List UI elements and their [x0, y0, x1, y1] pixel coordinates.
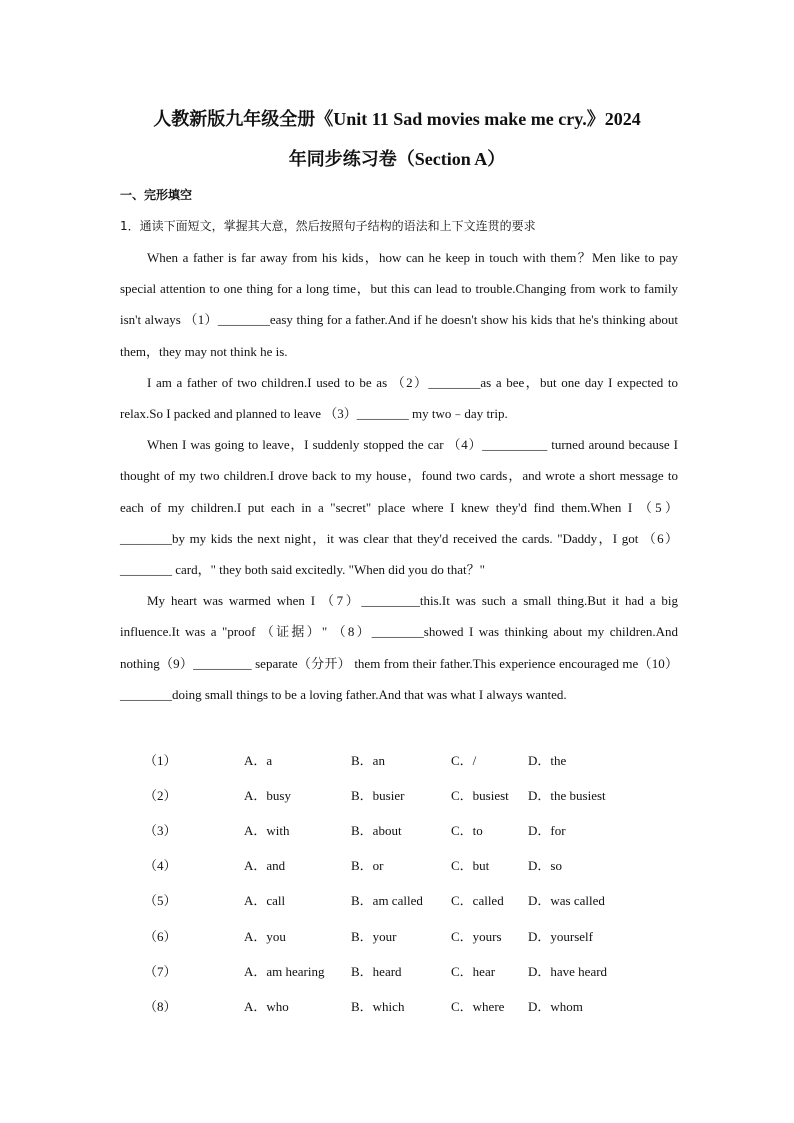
- option-d: D．was called: [528, 893, 605, 908]
- option-row: [0, 820, 794, 840]
- option-row: [0, 855, 794, 875]
- passage-paragraph: I am a father of two children.I used to be as （2）________as a bee，but one day I expected to relax.So I packed and planned to leave （3）________ my two﹣day trip.: [120, 374, 678, 422]
- option-number: （1）: [144, 753, 177, 768]
- option-d: D．whom: [528, 999, 583, 1014]
- document-title-line-1: 人教新版九年级全册《Unit 11 Sad movies make me cry.》2024: [153, 109, 641, 129]
- option-a: A．and: [244, 858, 286, 873]
- option-d: D．for: [528, 823, 566, 838]
- option-a: A．am hearing: [244, 964, 325, 979]
- option-number: （6）: [144, 929, 177, 944]
- option-number: （4）: [144, 858, 177, 873]
- document-title-line-2: 年同步练习卷（Section A）: [288, 149, 506, 169]
- passage-paragraph: When a father is far away from his kids，how can he keep in touch with them？Men like to pay special attention to one thing for a long time，but this can lead to trouble.Changing from work to family isn't always （1）________easy thing for a father.And if he doesn't show his kids that he's thinking about them，they may not think he is.: [120, 250, 678, 359]
- section-heading: 一、完形填空: [120, 188, 193, 202]
- option-b: B．about: [351, 823, 402, 838]
- option-d: D．yourself: [528, 929, 593, 944]
- option-number: （7）: [144, 964, 177, 979]
- cloze-passage: [120, 242, 678, 710]
- option-a: A．who: [244, 999, 289, 1014]
- option-d: D．the busiest: [528, 788, 606, 803]
- option-c: C．yours: [451, 929, 502, 944]
- option-b: B．or: [351, 858, 384, 873]
- option-number: （5）: [144, 893, 177, 908]
- option-number: （8）: [144, 999, 177, 1014]
- question-instruction-text: 通读下面短文，掌握其大意，然后按照句子结构的语法和上下文连贯的要求: [139, 219, 536, 233]
- option-d: D．so: [528, 858, 562, 873]
- option-c: C．to: [451, 823, 483, 838]
- option-a: A．call: [244, 893, 286, 908]
- option-d: D．the: [528, 753, 567, 768]
- option-row: [0, 890, 794, 910]
- option-c: C．but: [451, 858, 490, 873]
- option-b: B．heard: [351, 964, 402, 979]
- option-b: B．am called: [351, 893, 423, 908]
- option-row: [0, 750, 794, 770]
- option-a: A．busy: [244, 788, 291, 803]
- option-c: C．busiest: [451, 788, 509, 803]
- option-b: B．busier: [351, 788, 405, 803]
- question-instruction: [120, 217, 680, 234]
- option-c: C．called: [451, 893, 504, 908]
- option-c: C．/: [451, 753, 477, 768]
- question-number: 1．: [120, 219, 140, 233]
- option-row: [0, 961, 794, 981]
- option-b: B．your: [351, 929, 397, 944]
- option-a: A．you: [244, 929, 286, 944]
- option-row: [0, 785, 794, 805]
- option-row: [0, 926, 794, 946]
- option-b: B．which: [351, 999, 405, 1014]
- option-a: A．with: [244, 823, 290, 838]
- option-d: D．have heard: [528, 964, 608, 979]
- option-c: C．where: [451, 999, 505, 1014]
- option-b: B．an: [351, 753, 385, 768]
- passage-paragraph: My heart was warmed when I （7）_________this.It was such a small thing.But it had a big influence.It was a "proof （证据）" （8）________showed I was thinking about my children.And nothing（9）_________ separate（分开） them from their father.This experience encouraged me（10）________doing small things to be a loving father.And that was what I always wanted.: [120, 593, 678, 702]
- option-a: A．a: [244, 753, 273, 768]
- option-c: C．hear: [451, 964, 496, 979]
- option-number: （3）: [144, 823, 177, 838]
- option-number: （2）: [144, 788, 177, 803]
- passage-paragraph: When I was going to leave，I suddenly stopped the car （4）__________ turned around because I thought of my two children.I drove back to my house，found two cards，and wrote a short message to each of my children.I put each in a "secret" place where I knew they'd find them.When I （5）________by my kids the next night，it was clear that they'd received the cards. "Daddy，I got （6）________ card，" they both said excitedly. "When did you do that？": [120, 437, 678, 578]
- option-row: [0, 996, 794, 1016]
